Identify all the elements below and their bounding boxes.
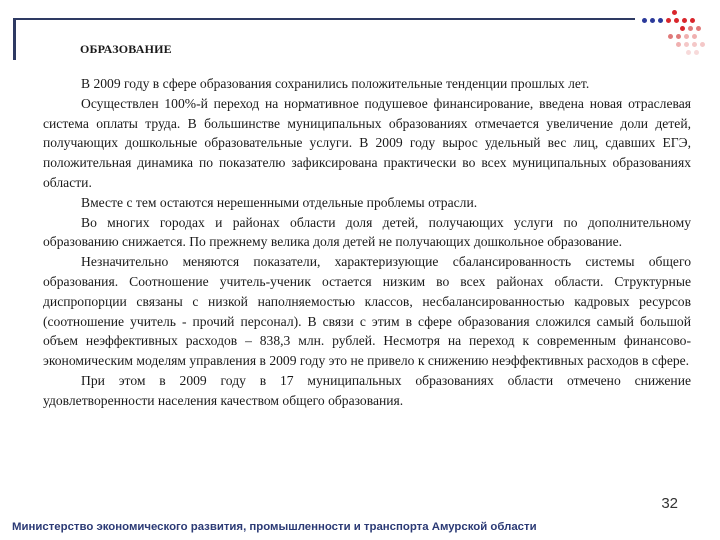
paragraph: При этом в 2009 году в 17 муниципальных образованиях области отмечено снижение удовлетворенности населения качеством общего образования. [43,372,691,408]
frame-left-rule [13,18,16,60]
document-body [43,74,691,411]
paragraph: Вместе с тем остаются нерешенными отдельные проблемы отрасли. [81,194,478,210]
paragraph: Осуществлен 100%-й переход на нормативное подушевое финансирование, введена новая отраслевая система оплаты труда. В большинстве муниципальных образованиях отмечается увеличение доли детей, получающих дошкольные образовательные услуги. В 2009 году вырос удельный вес лиц, сдавших ЕГЭ, положительная динамика по показателю зафиксирована практически во всех муниципальных образованиях области. [43,95,691,190]
decorative-dots-logo [640,8,712,60]
footer-organization: Министерство экономического развития, промышленности и транспорта Амурской области [12,521,537,533]
paragraph: В 2009 году в сфере образования сохранились положительные тенденции прошлых лет. [81,76,590,91]
paragraph: Незначительно меняются показатели, характеризующие сбалансированность системы общего образования. Соотношение учитель-ученик остается низким во всех районах области. Структурные диспропорции связаны с низкой наполняемостью классов, несбалансированностью кадровых ресурсов (соотношение учитель - прочий персонал). В связи с этим в сфере образования сложился самый большой объем неэффективных расходов – 838,3 млн. рублей. Несмотря на переход к современным финансово-экономическим моделям управления в 2009 году это не привело к снижению неэффективных расходов в сфере. [43,254,691,369]
page-title: ОБРАЗОВАНИЕ [80,42,172,56]
paragraph: Во многих городах и районах области доля детей, получающих услуги по дополнительному образованию снижается. По прежнему велика доля детей не получающих дошкольное образование. [43,214,691,250]
page-number: 32 [661,495,678,512]
frame-top-rule [13,18,635,20]
